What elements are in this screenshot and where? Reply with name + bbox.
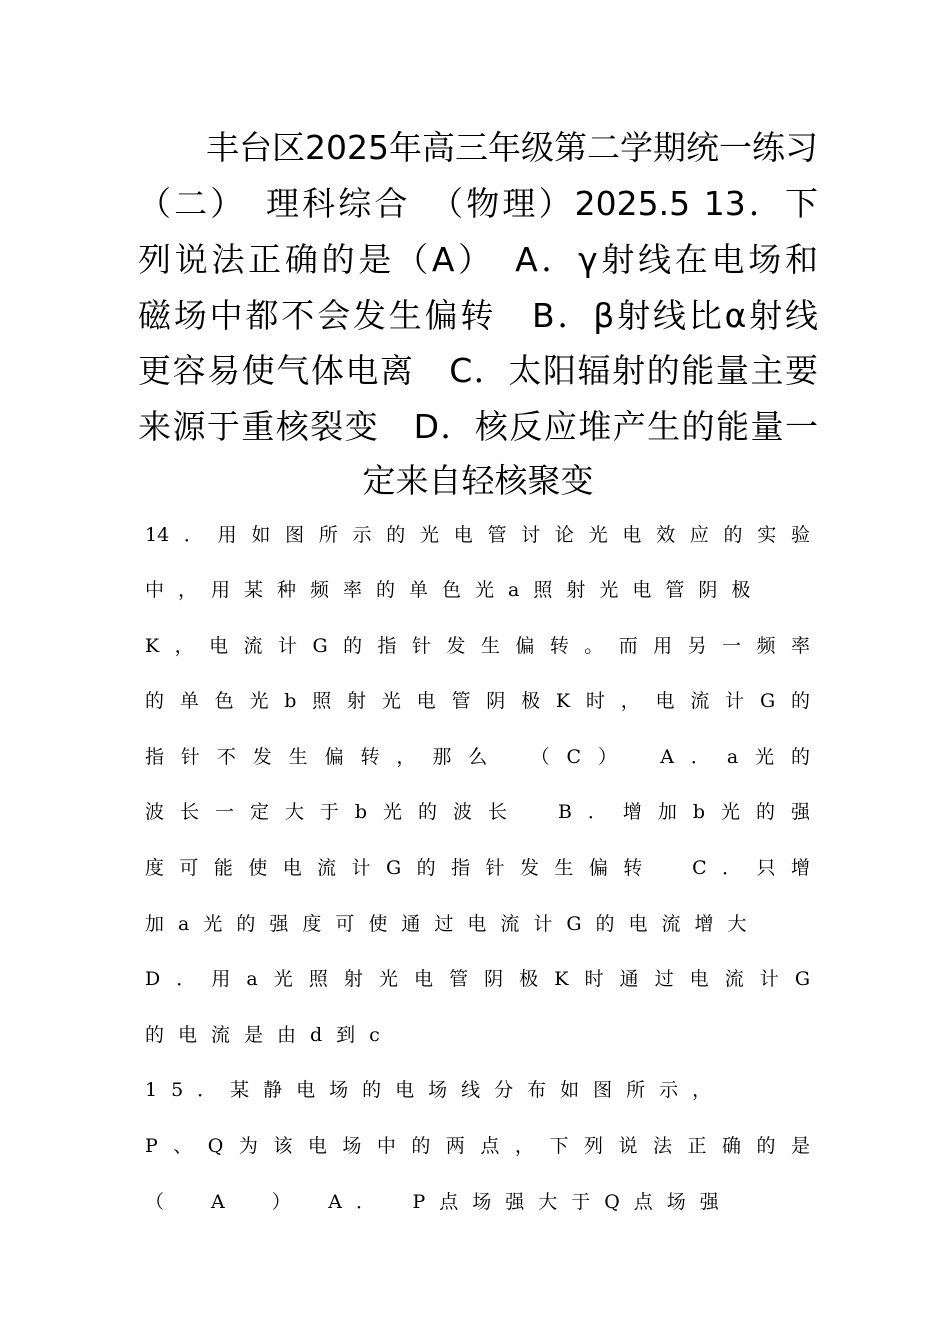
question-13-line-2: 磁场中都不会发生偏转 B．β射线比α射线: [138, 296, 818, 335]
question-14-line-4: 的单色光b照射光电管阴极K时，电流计G的: [145, 690, 810, 712]
question-14-line-1: 14．用如图所示的光电管讨论光电效应的实验: [145, 524, 810, 546]
question-14-line-8: 加a光的强度可使通过电流计G的电流增大: [145, 913, 761, 935]
question-15-line-3: （ A ） A． P点场强大于Q点场强: [145, 1191, 733, 1213]
question-14-line-10: 的电流是由d到c: [145, 1024, 394, 1046]
question-15-line-2: P、Q为该电场中的两点，下列说法正确的是: [145, 1135, 810, 1157]
question-14-line-5: 指针不发生偏转，那么 （C） A．a光的: [145, 746, 810, 768]
title-line-2: （二） 理科综合 （物理）2025.5 13．下: [138, 184, 818, 223]
question-14-line-7: 度可能使电流计G的指针发生偏转 C．只增: [145, 857, 810, 879]
question-14-line-6: 波长一定大于b光的波长 B．增加b光的强: [145, 801, 810, 823]
question-13-line-4: 来源于重核裂变 D．核反应堆产生的能量一: [138, 407, 818, 446]
title-line-1: 丰台区2025年高三年级第二学期统一练习: [206, 128, 818, 167]
question-13-line-5: 定来自轻核聚变: [362, 461, 594, 500]
question-14-line-3: K，电流计G的指针发生偏转。而用另一频率: [145, 635, 810, 657]
question-13-line-1: 列说法正确的是（A） A．γ射线在电场和: [138, 240, 818, 279]
question-14-line-9: D．用a光照射光电管阴极K时通过电流计G: [145, 968, 810, 990]
question-13-line-3: 更容易使气体电离 C．太阳辐射的能量主要: [138, 351, 818, 390]
question-14-line-2: 中，用某种频率的单色光a照射光电管阴极: [145, 579, 765, 601]
question-15-line-1: 15．某静电场的电场线分布如图所示，: [145, 1079, 726, 1101]
